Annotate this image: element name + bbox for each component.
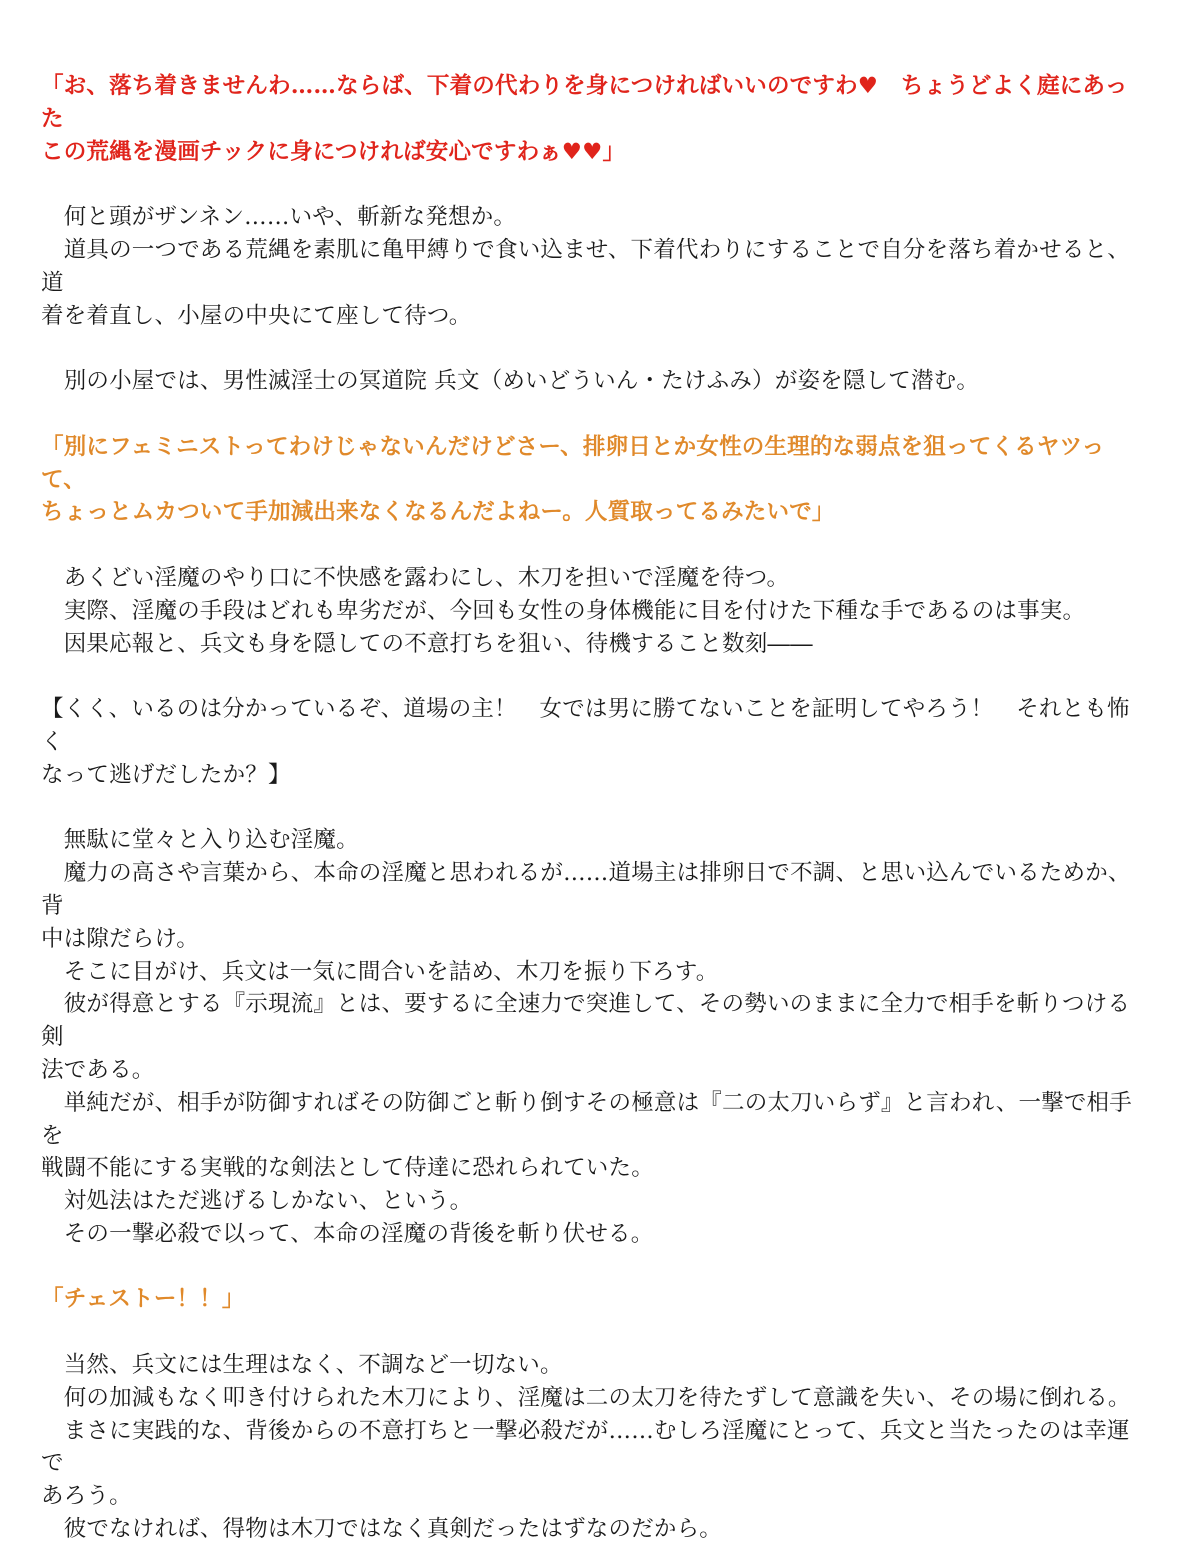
paragraph-gap (41, 529, 1141, 562)
paragraph-gap (41, 660, 1141, 693)
narration-paragraph: 無駄に堂々と入り込む淫魔。 魔力の高さや言葉から、本命の淫魔と思われるが……道場主は排卵日で不調、と思い込んでいるためか、背 中は隙だらけ。 そこに目がけ、兵文は一気に間合いを詰め、木刀を振り下ろす。 彼が得意とする『示現流』とは、要するに全速力で突進して、その勢いのままに全力で相手を斬りつける剣 法である。 単純だが、相手が防御すればその防御ごと斬り倒すその極意は『二の太刀いらず』と言われ、一撃で相手を 戦闘不能にする実戦的な剣法として侍達に恐れられていた。 対処法はただ逃げるしかない、という。 その一撃必殺で以って、本命の淫魔の背後を斬り伏せる。 (41, 827, 1132, 1247)
narration-paragraph: 当然、兵文には生理はなく、不調など一切ない。 何の加減もなく叩き付けられた木刀により、淫魔は二の太刀を待たずして意識を失い、その場に倒れる。 まさに実践的な、背後からの不意打ちと一撃必殺だが……むしろ淫魔にとって、兵文と当たったのは幸運で あろう。 彼でなければ、得物は木刀ではなく真剣だったはずなのだから。 (41, 1352, 1131, 1543)
paragraph-gap (41, 1316, 1141, 1349)
narration-paragraph: 何と頭がザンネン……いや、斬新な発想か。 道具の一つである荒縄を素肌に亀甲縛りで食い込ませ、下着代わりにすることで自分を落ち着かせると、道 着を着直し、小屋の中央にて座して待つ。 (41, 204, 1130, 329)
paragraph-gap (41, 792, 1141, 825)
paragraph-gap (41, 398, 1141, 431)
paragraph-gap (41, 1251, 1141, 1284)
hyomon-dialogue: 「チェストー！！」 (41, 1286, 245, 1313)
heroine-dialogue: 「お、落ち着きませんわ……ならば、下着の代わりを身につければいいのですわ♥ ちょうどよく庭にあった この荒縄を漫画チックに身につければ安心ですわぁ♥♥」 (41, 73, 1128, 165)
paragraph-gap (41, 168, 1141, 201)
document-page (41, 70, 1141, 1546)
narration-paragraph: 別の小屋では、男性滅淫士の冥道院 兵文（めいどういん・たけふみ）が姿を隠して潜む。 (41, 368, 980, 395)
hyomon-dialogue: 「別にフェミニストってわけじゃないんだけどさー、排卵日とか女性の生理的な弱点を狙ってくるヤツって、 ちょっとムカついて手加減出来なくなるんだよねー。人質取ってるみたいで」 (41, 433, 1105, 526)
monster-dialogue: 【くく、いるのは分かっているぞ、道場の主！ 女では男に勝てないことを証明してやろう！ それとも怖く なって逃げだしたか？】 (41, 696, 1130, 788)
narration-paragraph: あくどい淫魔のやり口に不快感を露わにし、木刀を担いで淫魔を待つ。 実際、淫魔の手段はどれも卑劣だが、今回も女性の身体機能に目を付けた下種な手であるのは事実。 因果応報と、兵文も身を隠しての不意打ちを狙い、待機すること数刻―― (63, 564, 1086, 657)
paragraph-gap (41, 332, 1141, 365)
